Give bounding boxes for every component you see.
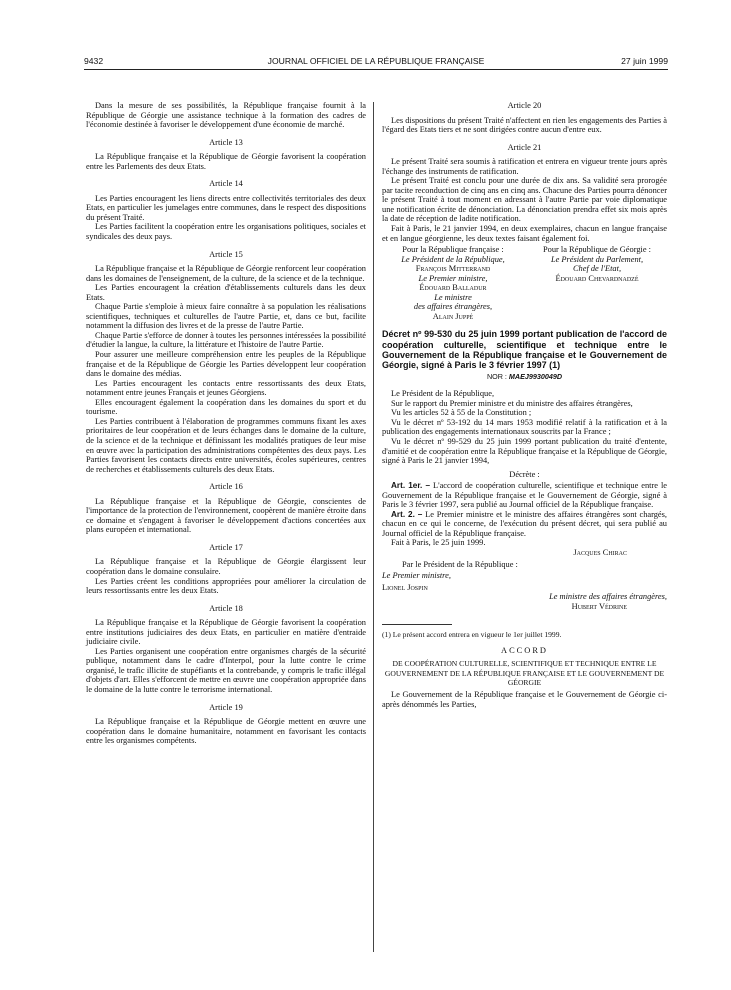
fait-a-paris: Fait à Paris, le 25 juin 1999. — [391, 538, 486, 548]
article-15-p8: Les Parties contribuent à l'élaboration de programmes communs fixant les axes prioritaires de leur coopération et de leurs échanges dans le domaine de la culture, de la science et de la technique et définissant les modalités pratiques de leur mise en œuvre avec la participation des administrations compétentes des deux pays. Les Parties favorisent les contacts directs entre universités, écoles supérieures, centres de recherches et établissements culturels des deux Etats. — [86, 416, 366, 474]
sig-fr-line8: Alain Juppé — [432, 311, 474, 321]
decree-article-2 — [382, 510, 667, 539]
article-2-label: Art. 2. – — [391, 509, 423, 519]
footnote: (1) Le présent accord entrera en vigueur le 1er juillet 1999. — [382, 630, 562, 640]
sig-fr-line7: des affaires étrangères, — [413, 302, 493, 312]
article-13-p1: La République française et la République de Géorgie favorisent la coopération entre les Parlements des deux Etats. — [86, 152, 366, 171]
article-14-p2: Les Parties facilitent la coopération entre les organisations politiques, sociales et syndicales des deux pays. — [86, 222, 366, 242]
article-15-title: Article 15 — [209, 249, 243, 259]
decree-article-1 — [382, 481, 667, 510]
article-16-p1: La République française et la République de Géorgie, conscientes de l'importance de la protection de l'environnement, coopèrent de manière étroite dans ce domaine et s'engagent à favoriser le développement d'actions concertées aux plans européen et international. — [86, 496, 366, 535]
article-14-p1: Les Parties encouragent les liens directs entre collectivités territoriales des deux Etats, en particulier les jumelages entre communes, dans le respect des dispositions du présent Traité. — [86, 193, 366, 222]
decree-p3: Vu les articles 52 à 55 de la Constitution ; — [391, 408, 532, 418]
sig-fr-line5: Édouard Balladur — [419, 283, 487, 293]
article-15-p6: Les Parties encouragent les contacts entre ressortissants des deux Etats, notamment entre jeunes Français et jeunes Géorgiens. — [86, 378, 366, 398]
sig-fr-line3: François Mitterrand — [415, 264, 491, 274]
sig-fr-line1: Pour la République française : — [402, 245, 504, 255]
accord-p1: Le Gouvernement de la République française et le Gouvernement de Géorgie ci-après dénommés les Parties, — [382, 690, 667, 709]
article-17-p1: La République française et la République de Géorgie élargissent leur coopération dans le domaine consulaire. — [86, 557, 366, 576]
sig-fr-line2: Le Président de la République, — [401, 254, 505, 264]
article-20-title: Article 20 — [507, 101, 542, 110]
decree-p1: Le Président de la République, — [391, 389, 495, 399]
decree-p2: Sur le rapport du Premier ministre et du ministre des affaires étrangères, — [391, 398, 633, 408]
article-16-title: Article 16 — [209, 482, 243, 492]
intro-paragraph: Dans la mesure de ses possibilités, la République française fournit à la République de Géorgie une assistance technique à la formation des cadres de l'économie destinée à favoriser le développement d'une économie de marché. — [86, 101, 366, 130]
sig-ge-line4: Édouard Chevardnadzé — [555, 273, 639, 283]
sig-ge-line2: Le Président du Parlement, — [550, 254, 644, 264]
signature-france — [382, 245, 524, 321]
journal-title: JOURNAL OFFICIEL DE LA RÉPUBLIQUE FRANÇAISE — [267, 56, 485, 66]
right-column — [382, 101, 667, 709]
decree-title: Décret nº 99-530 du 25 juin 1999 portant publication de l'accord de coopération culturelle, scientifique et technique entre le Gouvernement de la République française et le Gouvernement de Géorgie, signé à Paris le 3 février 1997 (1) — [382, 329, 667, 371]
article-21-p3: Fait à Paris, le 21 janvier 1994, en deux exemplaires, chacun en langue française et en langue géorgienne, les deux textes faisant également foi. — [382, 224, 667, 243]
decrete-heading: Décrète : — [509, 469, 540, 479]
article-20-p1: Les dispositions du présent Traité n'affectent en rien les engagements des Parties à l'égard des Etats tiers et ne sont dirigées contre aucun d'entre eux. — [382, 115, 667, 135]
article-13-title: Article 13 — [209, 137, 243, 147]
article-17-p2: Les Parties créent les conditions appropriées pour améliorer la circulation de leurs ressortissants entre les deux Etats. — [86, 576, 366, 596]
decree-p5: Vu le décret nº 99-529 du 25 juin 1999 portant publication du traité d'entente, d'amitié et de coopération entre la République française et la République de Géorgie, signé à Paris le 21 janvier 1994, — [382, 436, 667, 466]
issue-date: 27 juin 1999 — [621, 56, 668, 66]
sig-fr-line6: Le ministre — [434, 292, 472, 302]
article-17-title: Article 17 — [209, 542, 243, 552]
article-18-p2: Les Parties organisent une coopération entre organismes chargés de la sécurité publique, notamment dans le cadre d'Interpol, pour la lutte contre le crime organisé, le trafic illicite de stupéfiants et la contrebande, y compris le trafic illégal d'objets d'art. Elles s'efforcent de mettre en œuvre une coopération appropriée dans le domaine de la lutte contre le terrorisme international. — [86, 646, 366, 694]
accord-heading: ACCORD — [501, 645, 548, 655]
article-2-text: Le Premier ministre et le ministre des affaires étrangères sont chargés, chacun en ce qui le concerne, de l'exécution du présent décret, qui sera publié au Journal officiel de la République française. — [382, 509, 667, 538]
article-15-p4: Chaque Partie s'efforce de donner à toutes les personnes intéressées la possibilité d'étudier la langue, la culture, la littérature et l'histoire de l'autre Partie. — [86, 330, 366, 350]
signature-georgia — [527, 245, 667, 321]
ministre-ae-label: Le ministre des affaires étrangères, — [549, 592, 667, 602]
nor-label: NOR : — [486, 371, 507, 381]
left-column — [86, 101, 366, 746]
article-1-text: L'accord de coopération culturelle, scientifique et technique entre le Gouvernement de la République française et le Gouvernement de Géorgie, signé à Paris le 3 février 1997, sera publié au Journal officiel de la République française. — [382, 481, 667, 510]
article-15-p2: Les Parties encouragent la création d'établissements culturels dans les deux Etats. — [86, 283, 366, 302]
signatory-vedrine: Hubert Védrine — [571, 601, 627, 611]
sig-ge-line1: Pour la République de Géorgie : — [543, 245, 651, 255]
article-15-p1: La République française et la République de Géorgie renforcent leur coopération dans les domaines de l'enseignement, de la culture, de la science et de la technique. — [86, 264, 366, 283]
sig-fr-line4: Le Premier ministre, — [418, 273, 488, 283]
article-15-p5: Pour assurer une meilleure compréhension entre les peuples de la République française et de la République de Géorgie les Parties développent leur coopération dans le domaine des médias. — [86, 350, 366, 379]
column-divider — [373, 102, 374, 952]
article-18-p1: La République française et la République de Géorgie favorisent la coopération entre institutions judiciaires des deux Etats, en particulier en matière d'entraide judiciaire civile. — [86, 618, 366, 647]
article-1-label: Art. 1er. – — [391, 481, 431, 491]
article-18-title: Article 18 — [209, 603, 243, 613]
sig-ge-line3: Chef de l'Etat, — [572, 264, 622, 274]
article-21-title: Article 21 — [507, 142, 542, 152]
accord-subtitle: DE COOPÉRATION CULTURELLE, SCIENTIFIQUE ET TECHNIQUE ENTRE LE GOUVERNEMENT DE LA RÉPUBLIQUE FRANÇAISE ET LE GOUVERNEMENT DE GÉORGIE — [384, 659, 665, 687]
signatory-jospin: Lionel Jospin — [382, 582, 428, 592]
article-15-p7: Elles encouragent également la coopération dans les domaines du sport et du tourisme. — [86, 397, 366, 417]
article-19-p1: La République française et la République de Géorgie mettent en œuvre une coopération dans le domaine humanitaire, notamment en favorisant les contacts entre les organismes compétents. — [86, 717, 366, 746]
premier-ministre-label: Le Premier ministre, — [382, 571, 451, 581]
footnote-rule — [382, 624, 452, 625]
page-header — [84, 56, 668, 68]
page-number: 9432 — [84, 56, 104, 66]
treaty-signatures — [382, 245, 667, 321]
article-21-p2: Le présent Traité est conclu pour une durée de dix ans. Sa validité sera prorogée par tacite reconduction de cinq ans en cinq ans. Chacune des Parties pourra dénoncer le présent Traité à tout moment en adressant à l'autre Partie par voie diplomatique une notification écrite de dénonciation. La dénonciation prendra effet six mois après la date de réception de ladite notification. — [382, 176, 667, 224]
nor-reference — [382, 372, 667, 382]
signatory-chirac: Jacques Chirac — [573, 547, 627, 557]
header-rule — [84, 69, 668, 70]
article-21-p1: Le présent Traité sera soumis à ratification et entrera en vigueur trente jours après l'échange des instruments de ratification. — [382, 157, 667, 176]
article-15-p3: Chaque Partie s'emploie à mieux faire connaître à sa population les réalisations scientifiques, techniques et culturelles de l'autre Partie, et, dans ce but, facilite notamment la diffusion des livres et de la presse de l'autre Partie. — [86, 302, 366, 331]
article-19-title: Article 19 — [209, 702, 243, 712]
nor-value: MAEJ9930049D — [508, 371, 563, 381]
par-le-president: Par le Président de la République : — [402, 559, 518, 569]
article-14-title: Article 14 — [209, 179, 243, 189]
decree-p4: Vu le décret nº 53-192 du 14 mars 1953 modifié relatif à la ratification et à la publication des engagements internationaux souscrits par la France ; — [382, 417, 667, 437]
